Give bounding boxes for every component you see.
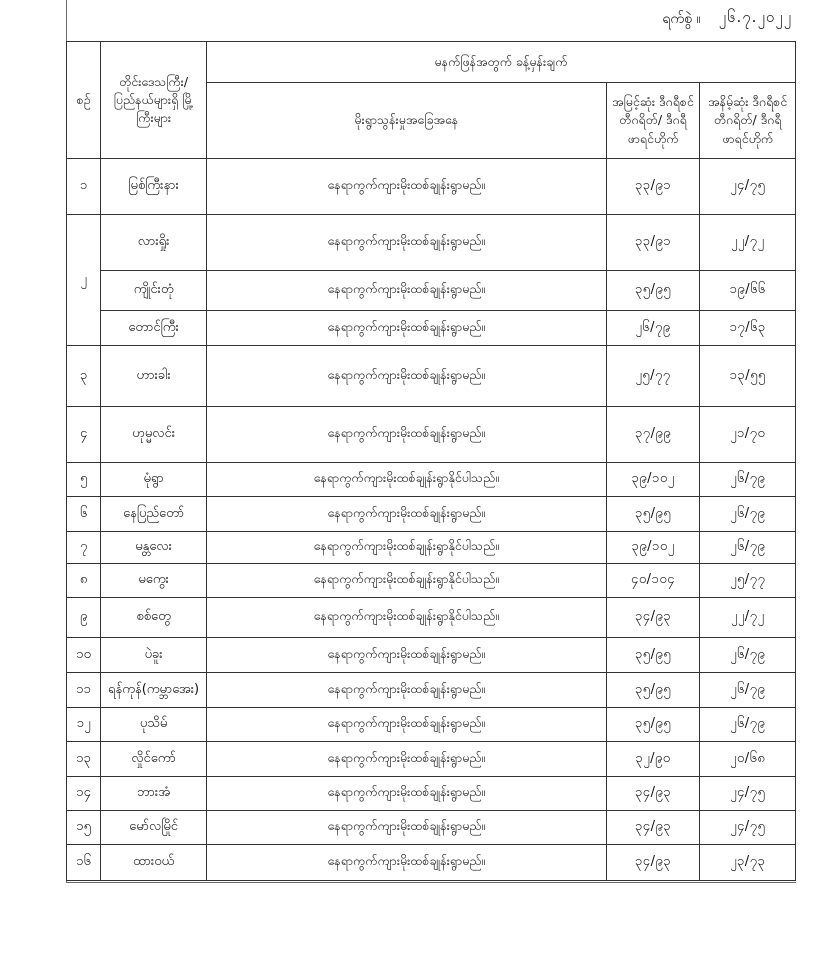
cell-condition: နေရာကွက်ကျားမိုးထစ်ချုန်းရွာနိုင်ပါသည်။	[206, 564, 606, 598]
table-row	[67, 311, 796, 346]
cell-min-temp: ၂၄/၇၅	[700, 811, 796, 845]
cell-condition: နေရာကွက်ကျားမိုးထစ်ချုန်းရွာမည်။	[206, 638, 606, 673]
cell-condition: နေရာကွက်ကျားမိုးထစ်ချုန်းရွာမည်။	[206, 673, 606, 708]
header-no: စဉ်	[67, 42, 101, 159]
cell-condition: နေရာကွက်ကျားမိုးထစ်ချုန်းရွာမည်။	[206, 845, 606, 881]
cell-city: ထားဝယ်	[101, 845, 207, 881]
table-row	[67, 215, 796, 271]
date-line	[662, 8, 792, 30]
header-min-temp: အနိမ့်ဆုံး ဒီဂရီစင်တီဂရိတ်/ ဒီဂရီဖာရင်ဟိုက်	[700, 83, 796, 159]
table-body	[67, 159, 796, 881]
cell-condition: နေရာကွက်ကျားမိုးထစ်ချုန်းရွာနိုင်ပါသည်။	[206, 598, 606, 638]
table-row	[67, 497, 796, 532]
cell-max-temp: ၃၅/၉၅	[606, 638, 700, 673]
cell-condition: နေရာကွက်ကျားမိုးထစ်ချုန်းရွာနိုင်ပါသည်။	[206, 532, 606, 564]
cell-min-temp: ၂၁/၇၀	[700, 407, 796, 463]
cell-max-temp: ၃၅/၉၅	[606, 673, 700, 708]
cell-max-temp: ၃၉/၁၀၂	[606, 463, 700, 497]
cell-no: ၄	[67, 407, 101, 463]
cell-city: နေပြည်တော်	[101, 497, 207, 532]
cell-max-temp: ၃၄/၉၃	[606, 845, 700, 881]
cell-max-temp: ၃၃/၉၁	[606, 215, 700, 271]
table-row	[67, 673, 796, 708]
cell-no: ၁၀	[67, 638, 101, 673]
cell-condition: နေရာကွက်ကျားမိုးထစ်ချုန်းရွာမည်။	[206, 215, 606, 271]
cell-city: လှိုင်ကော်	[101, 742, 207, 777]
table-row	[67, 271, 796, 311]
cell-city: မန္တလေး	[101, 532, 207, 564]
cell-condition: နေရာကွက်ကျားမိုးထစ်ချုန်းရွာမည်။	[206, 346, 606, 407]
cell-max-temp: ၃၄/၉၃	[606, 777, 700, 811]
cell-no: ၁၅	[67, 811, 101, 845]
cell-min-temp: ၂၂/၇၂	[700, 598, 796, 638]
cell-min-temp: ၂၆/၇၉	[700, 532, 796, 564]
cell-max-temp: ၂၆/၇၉	[606, 311, 700, 346]
cell-no: ၅	[67, 463, 101, 497]
table-row	[67, 845, 796, 881]
table-row	[67, 346, 796, 407]
cell-city: မြစ်ကြီးနား	[101, 159, 207, 215]
table-row	[67, 532, 796, 564]
cell-city: မုံရွာ	[101, 463, 207, 497]
cell-max-temp: ၃၅/၉၅	[606, 708, 700, 742]
cell-min-temp: ၂၅/၇၇	[700, 564, 796, 598]
date-label: ရက်စွဲ ။	[662, 10, 701, 27]
cell-condition: နေရာကွက်ကျားမိုးထစ်ချုန်းရွာမည်။	[206, 777, 606, 811]
cell-condition: နေရာကွက်ကျားမိုးထစ်ချုန်းရွာမည်။	[206, 311, 606, 346]
table-header	[67, 42, 796, 159]
header-condition: မိုးရွာသွန်းမှုအခြေအနေ	[206, 83, 606, 159]
forecast-table	[66, 41, 796, 881]
cell-min-temp: ၂၆/၇၉	[700, 673, 796, 708]
cell-no: ၂	[67, 215, 101, 346]
cell-no: ၉	[67, 598, 101, 638]
cell-no: ၁	[67, 159, 101, 215]
page-frame-bottom	[66, 882, 796, 883]
cell-max-temp: ၃၂/၉၀	[606, 742, 700, 777]
header-city: တိုင်းဒေသကြီး/ ပြည်နယ်များရှိ မြို့ကြီးများ	[101, 42, 207, 159]
cell-no: ၁၃	[67, 742, 101, 777]
table-row	[67, 598, 796, 638]
cell-max-temp: ၃၉/၁၀၂	[606, 532, 700, 564]
cell-max-temp: ၃၅/၉၅	[606, 271, 700, 311]
cell-city: တောင်ကြီး	[101, 311, 207, 346]
header-max-temp: အမြင့်ဆုံး ဒီဂရီစင်တီဂရိတ်/ ဒီဂရီဖာရင်ဟိုက်	[606, 83, 700, 159]
table-row	[67, 638, 796, 673]
cell-city: လားရှိုး	[101, 215, 207, 271]
cell-condition: နေရာကွက်ကျားမိုးထစ်ချုန်းရွာမည်။	[206, 159, 606, 215]
cell-city: စစ်တွေ	[101, 598, 207, 638]
cell-condition: နေရာကွက်ကျားမိုးထစ်ချုန်းရွာနိုင်ပါသည်။	[206, 463, 606, 497]
cell-min-temp: ၁၉/၆၆	[700, 271, 796, 311]
table-row	[67, 742, 796, 777]
cell-min-temp: ၂၄/၇၅	[700, 159, 796, 215]
table-row	[67, 159, 796, 215]
cell-max-temp: ၃၇/၉၉	[606, 407, 700, 463]
cell-min-temp: ၂၆/၇၉	[700, 708, 796, 742]
cell-condition: နေရာကွက်ကျားမိုးထစ်ချုန်းရွာမည်။	[206, 497, 606, 532]
cell-city: ဟားခါး	[101, 346, 207, 407]
cell-condition: နေရာကွက်ကျားမိုးထစ်ချုန်းရွာမည်။	[206, 708, 606, 742]
table-row	[67, 463, 796, 497]
cell-min-temp: ၁၃/၅၅	[700, 346, 796, 407]
cell-city: မကွေး	[101, 564, 207, 598]
cell-city: ကျိုင်းတုံ	[101, 271, 207, 311]
cell-condition: နေရာကွက်ကျားမိုးထစ်ချုန်းရွာမည်။	[206, 742, 606, 777]
cell-no: ၁၂	[67, 708, 101, 742]
cell-min-temp: ၂၆/၇၉	[700, 497, 796, 532]
table-row	[67, 811, 796, 845]
cell-condition: နေရာကွက်ကျားမိုးထစ်ချုန်းရွာမည်။	[206, 271, 606, 311]
cell-no: ၁၄	[67, 777, 101, 811]
date-value: ၂၆.၇.၂၀၂၂	[718, 8, 792, 26]
cell-city: ဘားအံ	[101, 777, 207, 811]
cell-min-temp: ၂၂/၇၂	[700, 215, 796, 271]
header-forecast-group: မနက်ဖြန်အတွက် ခန့်မှန်းချက်	[206, 42, 795, 83]
cell-max-temp: ၃၃/၉၁	[606, 159, 700, 215]
cell-max-temp: ၃၄/၉၃	[606, 811, 700, 845]
cell-city: ပုသိမ်	[101, 708, 207, 742]
table-row	[67, 777, 796, 811]
cell-no: ၈	[67, 564, 101, 598]
cell-max-temp: ၂၅/၇၇	[606, 346, 700, 407]
table-row	[67, 708, 796, 742]
cell-min-temp: ၂၀/၆၈	[700, 742, 796, 777]
cell-city: ရန်ကုန်(ကမ္ဘာအေး)	[101, 673, 207, 708]
cell-condition: နေရာကွက်ကျားမိုးထစ်ချုန်းရွာမည်။	[206, 811, 606, 845]
cell-no: ၁၆	[67, 845, 101, 881]
cell-min-temp: ၂၆/၇၉	[700, 638, 796, 673]
cell-city: ပဲခူး	[101, 638, 207, 673]
cell-min-temp: ၂၄/၇၅	[700, 777, 796, 811]
cell-min-temp: ၂၆/၇၉	[700, 463, 796, 497]
cell-min-temp: ၁၇/၆၃	[700, 311, 796, 346]
table-row	[67, 564, 796, 598]
cell-no: ၆	[67, 497, 101, 532]
table-row	[67, 407, 796, 463]
cell-no: ၁၁	[67, 673, 101, 708]
cell-max-temp: ၃၅/၉၅	[606, 497, 700, 532]
cell-no: ၃	[67, 346, 101, 407]
cell-condition: နေရာကွက်ကျားမိုးထစ်ချုန်းရွာမည်။	[206, 407, 606, 463]
cell-min-temp: ၂၃/၇၃	[700, 845, 796, 881]
cell-city: မော်လမြိုင်	[101, 811, 207, 845]
cell-city: ဟုမ္မလင်း	[101, 407, 207, 463]
cell-max-temp: ၄၀/၁၀၄	[606, 564, 700, 598]
cell-no: ၇	[67, 532, 101, 564]
cell-max-temp: ၃၄/၉၃	[606, 598, 700, 638]
